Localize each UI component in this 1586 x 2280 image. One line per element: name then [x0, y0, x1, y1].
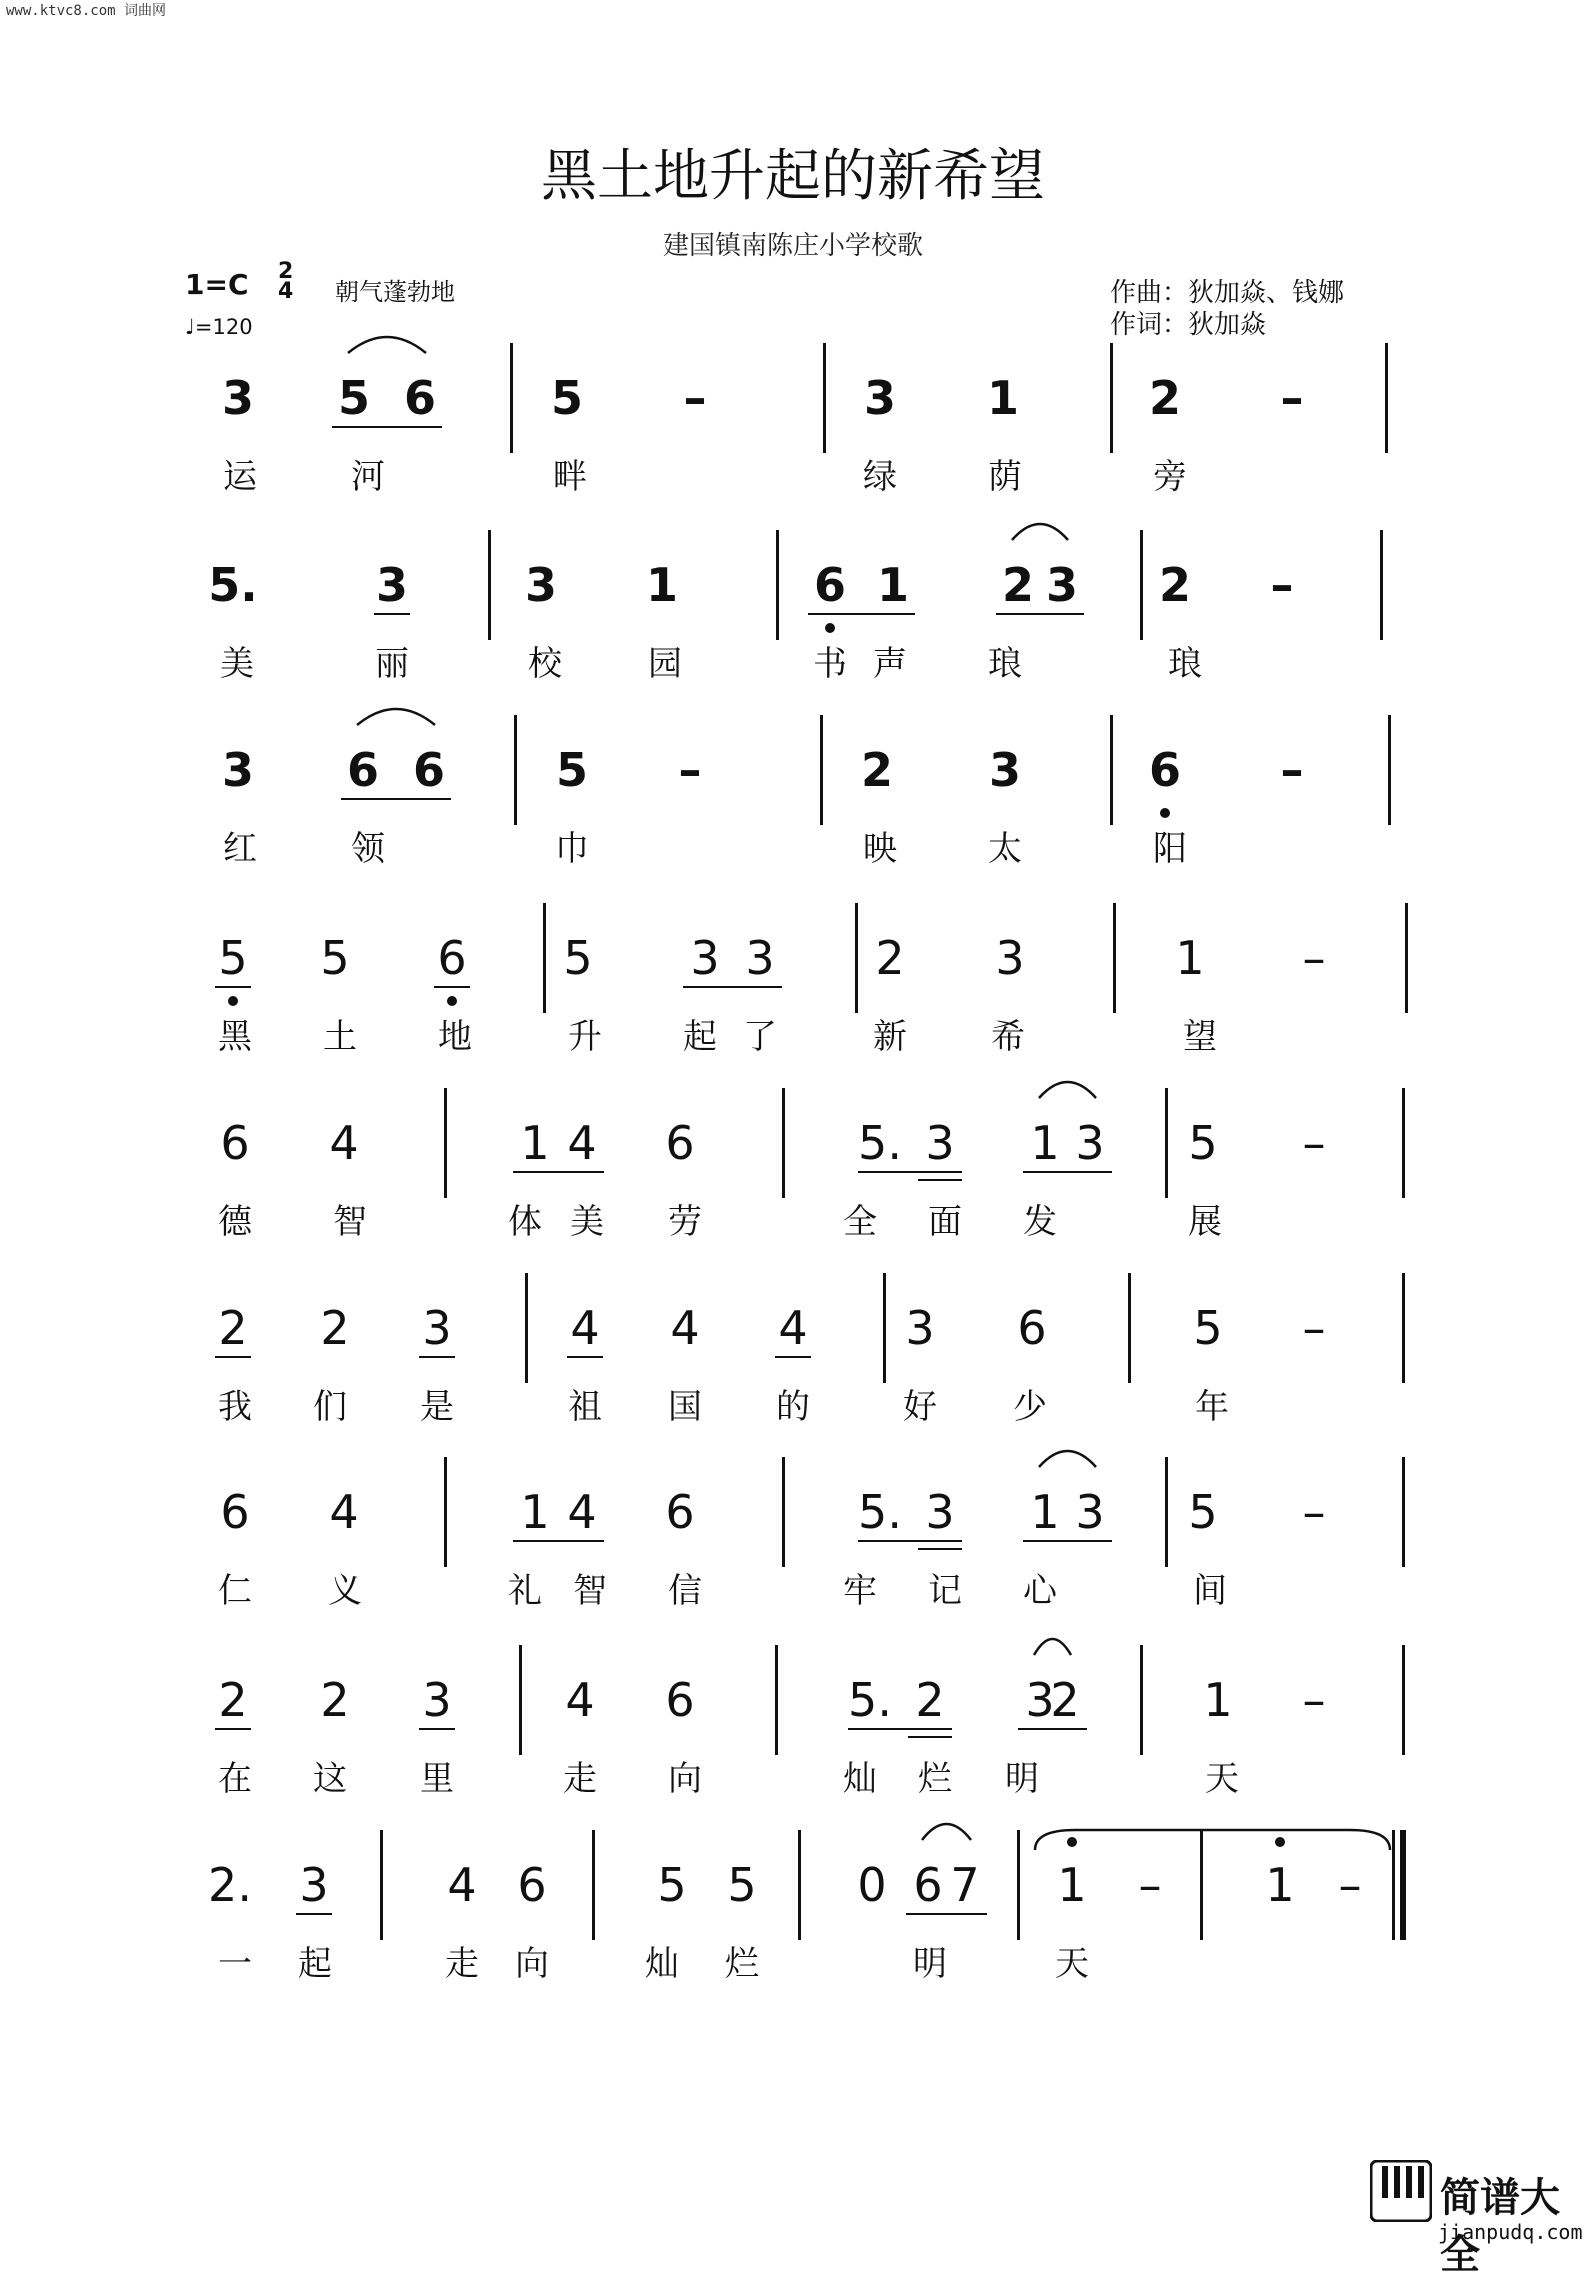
note: 4 — [670, 1301, 700, 1355]
beam-underline — [374, 613, 410, 615]
bar-line — [775, 1645, 778, 1755]
lyric-syllable: 河 — [351, 457, 385, 497]
note: 4 — [329, 1116, 359, 1170]
note: 4 — [329, 1485, 359, 1539]
note: 2 — [320, 1673, 350, 1727]
note: 3 — [422, 1673, 452, 1727]
lyric-syllable: 我 — [218, 1387, 252, 1427]
note: – — [1138, 1858, 1162, 1912]
lyric-syllable: 灿 — [843, 1759, 877, 1799]
beam-underline — [215, 1356, 251, 1358]
lyric-syllable: 领 — [351, 829, 385, 869]
beam-underline — [513, 1171, 604, 1173]
final-bar-thin — [1392, 1830, 1395, 1940]
bar-line — [798, 1830, 801, 1940]
beam-underline — [1023, 1540, 1112, 1542]
bar-line — [525, 1273, 528, 1383]
note: 4 — [570, 1301, 600, 1355]
beam-underline — [215, 1728, 251, 1730]
note: 1 — [1175, 931, 1205, 985]
bar-line — [1110, 343, 1113, 453]
note: 5. — [848, 1673, 892, 1727]
note: 3 — [299, 1858, 329, 1912]
lyric-syllable: 新 — [873, 1017, 907, 1057]
lyric-syllable: 们 — [313, 1387, 347, 1427]
tie — [1035, 1830, 1390, 1850]
lyric-syllable: 烂 — [725, 1944, 759, 1984]
note: 5 — [550, 371, 584, 425]
lyric-syllable: 畔 — [553, 457, 587, 497]
note: 5 — [1188, 1485, 1218, 1539]
note: – — [1302, 1116, 1326, 1170]
note: 2 — [218, 1301, 248, 1355]
lyric-syllable: 智 — [573, 1571, 607, 1611]
lyric-syllable: 是 — [420, 1387, 454, 1427]
lyric-syllable: 在 — [218, 1759, 252, 1799]
beam-underline — [332, 426, 442, 428]
octave-dot-below — [228, 996, 238, 1006]
note: 6 — [437, 931, 467, 985]
note: 2 — [915, 1673, 945, 1727]
bar-line — [444, 1088, 447, 1198]
note: 3 — [925, 1485, 955, 1539]
note: 5. — [858, 1116, 902, 1170]
note: 1 — [876, 558, 910, 612]
lyric-syllable: 劳 — [668, 1202, 702, 1242]
beam-underline — [906, 1913, 987, 1915]
lyric-syllable: 绿 — [863, 457, 897, 497]
note: 3 — [1075, 1485, 1105, 1539]
note: 2 — [860, 743, 894, 797]
note: 3 — [863, 371, 897, 425]
lyric-syllable: 这 — [313, 1759, 347, 1799]
note: 2 — [320, 1301, 350, 1355]
note: – — [1302, 931, 1326, 985]
bar-line — [1128, 1273, 1131, 1383]
beam-underline — [775, 1356, 811, 1358]
note: – — [1270, 558, 1294, 612]
lyric-syllable: 明 — [913, 1944, 947, 1984]
note: 3 — [905, 1301, 935, 1355]
octave-dot-above — [1275, 1837, 1285, 1847]
time-signature-bottom: 4 — [278, 279, 294, 304]
note: 6 — [220, 1485, 250, 1539]
bar-line — [1405, 903, 1408, 1013]
note: 5. — [858, 1485, 902, 1539]
bar-line — [883, 1273, 886, 1383]
bar-line — [1140, 530, 1143, 640]
lyric-syllable: 运 — [223, 457, 257, 497]
lyric-syllable: 荫 — [988, 457, 1022, 497]
bar-line — [1165, 1457, 1168, 1567]
bar-line — [776, 530, 779, 640]
note: 3 — [221, 371, 255, 425]
beam-underline — [419, 1728, 455, 1730]
beam-underline — [808, 613, 915, 615]
song-title: 黑土地升起的新希望 — [541, 144, 1045, 207]
composer-credit: 作曲：狄加焱、钱娜 — [1110, 278, 1345, 308]
lyric-syllable: 好 — [903, 1387, 937, 1427]
tempo-marking: ♩=120 — [185, 315, 253, 339]
lyric-syllable: 礼 — [508, 1571, 542, 1611]
note: 3 — [995, 931, 1025, 985]
bar-line — [519, 1645, 522, 1755]
note: 2 — [1148, 371, 1182, 425]
octave-dot-below — [825, 623, 835, 633]
slur — [1039, 1082, 1096, 1098]
lyric-syllable: 体 — [508, 1202, 542, 1242]
note: 6 — [220, 1116, 250, 1170]
bar-line — [1402, 1088, 1405, 1198]
lyric-syllable: 向 — [668, 1759, 702, 1799]
note: 4 — [447, 1858, 477, 1912]
note: – — [683, 371, 707, 425]
octave-dot-below — [1160, 808, 1170, 818]
lyric-syllable: 心 — [1023, 1571, 1057, 1611]
lyric-syllable: 美 — [220, 644, 254, 684]
slur — [922, 1824, 971, 1840]
lyric-syllable: 少 — [1013, 1387, 1047, 1427]
lyric-syllable: 祖 — [568, 1387, 602, 1427]
note: 4 — [567, 1485, 597, 1539]
note: 2 — [1050, 1673, 1080, 1727]
note: 1 — [520, 1116, 550, 1170]
note: 6 — [403, 371, 437, 425]
lyric-syllable: 太 — [988, 829, 1022, 869]
bar-line — [592, 1830, 595, 1940]
note: 5 — [1188, 1116, 1218, 1170]
note: 3 — [221, 743, 255, 797]
lyric-syllable: 望 — [1183, 1017, 1217, 1057]
note: 1 — [1030, 1485, 1060, 1539]
lyric-syllable: 琅 — [1168, 644, 1202, 684]
lyric-syllable: 一 — [218, 1944, 252, 1984]
note: – — [1302, 1673, 1326, 1727]
note: 1 — [1030, 1116, 1060, 1170]
lyric-syllable: 灿 — [645, 1944, 679, 1984]
lyric-syllable: 巾 — [555, 829, 589, 869]
note: – — [1302, 1485, 1326, 1539]
slur — [1012, 524, 1068, 540]
beam-underline — [683, 986, 782, 988]
lyric-syllable: 间 — [1193, 1571, 1227, 1611]
bar-line — [1388, 715, 1391, 825]
lyric-syllable: 映 — [863, 829, 897, 869]
lyric-syllable: 天 — [1205, 1759, 1239, 1799]
note: – — [1302, 1301, 1326, 1355]
lyric-syllable: 土 — [323, 1017, 357, 1057]
watermark-url: www.ktvc8.com 词曲网 — [6, 3, 167, 19]
note: – — [1338, 1858, 1362, 1912]
note: 6 — [665, 1116, 695, 1170]
lyric-syllable: 升 — [568, 1017, 602, 1057]
note: 4 — [778, 1301, 808, 1355]
octave-dot-below — [447, 996, 457, 1006]
note: 4 — [567, 1116, 597, 1170]
beam-underline — [996, 613, 1084, 615]
time-signature-top: 2 — [278, 259, 294, 284]
note: 6 — [1017, 1301, 1047, 1355]
lyric-syllable: 起 — [683, 1017, 717, 1057]
note: 6 — [346, 743, 380, 797]
time-signature — [278, 259, 294, 304]
note: 5. — [208, 558, 258, 612]
bar-line — [380, 1830, 383, 1940]
note: 3 — [925, 1116, 955, 1170]
bar-line — [1402, 1645, 1405, 1755]
bar-line — [855, 903, 858, 1013]
note: 3 — [524, 558, 558, 612]
logo-text: 简谱大全 — [1440, 2175, 1560, 2278]
note: 3 — [375, 558, 409, 612]
beam-underline — [419, 1356, 455, 1358]
beam-underline — [1018, 1728, 1087, 1730]
note: 2 — [875, 931, 905, 985]
beam-underline — [513, 1540, 604, 1542]
song-subtitle: 建国镇南陈庄小学校歌 — [662, 231, 923, 261]
beam-underline — [215, 986, 251, 988]
lyric-syllable: 起 — [298, 1944, 332, 1984]
slur — [357, 709, 435, 725]
bar-line — [820, 715, 823, 825]
bar-line — [444, 1457, 447, 1567]
beam-underline — [1023, 1171, 1112, 1173]
bar-line — [823, 343, 826, 453]
note: 5 — [320, 931, 350, 985]
bar-line — [1017, 1830, 1020, 1940]
key-signature: 1=C — [185, 268, 249, 301]
lyricist-credit: 作词：狄加焱 — [1110, 310, 1267, 340]
beam-underline — [296, 1913, 332, 1915]
beam-underline — [434, 986, 470, 988]
note: 5 — [1193, 1301, 1223, 1355]
note: 5 — [563, 931, 593, 985]
lyric-syllable: 信 — [668, 1571, 702, 1611]
note: – — [1280, 743, 1304, 797]
lyric-syllable: 仁 — [218, 1571, 252, 1611]
lyric-syllable: 书 — [813, 644, 847, 684]
logo-url: jianpudq.com — [1438, 2220, 1583, 2244]
bar-line — [782, 1457, 785, 1567]
bar-line — [1380, 530, 1383, 640]
lyric-syllable: 走 — [445, 1944, 479, 1984]
lyric-syllable: 园 — [648, 644, 682, 684]
bar-line — [1140, 1645, 1143, 1755]
lyric-syllable: 向 — [515, 1944, 549, 1984]
note: 6 — [517, 1858, 547, 1912]
lyric-syllable: 牢 — [843, 1571, 877, 1611]
lyric-syllable: 丽 — [375, 644, 409, 684]
beam-underline — [908, 1736, 952, 1738]
lyric-syllable: 了 — [743, 1017, 777, 1057]
lyric-syllable: 面 — [928, 1202, 962, 1242]
lyric-syllable: 黑 — [218, 1017, 252, 1057]
note: 1 — [520, 1485, 550, 1539]
bar-line — [1165, 1088, 1168, 1198]
beam-underline — [848, 1728, 952, 1730]
note: 5 — [657, 1858, 687, 1912]
bar-line — [514, 715, 517, 825]
lyric-syllable: 记 — [928, 1571, 962, 1611]
note: 3 — [988, 743, 1022, 797]
lyric-syllable: 国 — [668, 1387, 702, 1427]
note: 3 — [745, 931, 775, 985]
bar-line — [1113, 903, 1116, 1013]
note: 6 — [412, 743, 446, 797]
site-logo — [1370, 2160, 1586, 2278]
note: 6 — [665, 1673, 695, 1727]
piano-icon — [1370, 2160, 1432, 2222]
bar-line — [1385, 343, 1388, 453]
lyric-syllable: 发 — [1023, 1202, 1057, 1242]
bar-line — [510, 343, 513, 453]
beam-underline — [918, 1548, 962, 1550]
octave-dot-above — [1067, 1837, 1077, 1847]
beam-underline — [858, 1540, 962, 1542]
note: 1 — [1057, 1858, 1087, 1912]
note: 5 — [337, 371, 371, 425]
note: 6 — [913, 1858, 943, 1912]
bar-line — [1402, 1457, 1405, 1567]
final-bar-thick — [1400, 1830, 1406, 1940]
note: 4 — [565, 1673, 595, 1727]
lyric-syllable: 明 — [1005, 1759, 1039, 1799]
lyric-syllable: 年 — [1195, 1387, 1229, 1427]
slur — [348, 337, 426, 353]
lyric-syllable: 美 — [570, 1202, 604, 1242]
note: 1 — [1203, 1673, 1233, 1727]
note: 2. — [208, 1858, 252, 1912]
slur — [1039, 1451, 1096, 1467]
note: 1 — [1265, 1858, 1295, 1912]
note: 3 — [1025, 1673, 1055, 1727]
lyric-syllable: 红 — [223, 829, 257, 869]
note: 1 — [986, 371, 1020, 425]
note: 6 — [1148, 743, 1182, 797]
note: 2 — [1001, 558, 1035, 612]
note: 3 — [422, 1301, 452, 1355]
lyric-syllable: 德 — [218, 1202, 252, 1242]
lyric-syllable: 智 — [333, 1202, 367, 1242]
lyric-syllable: 义 — [328, 1571, 362, 1611]
beam-underline — [918, 1179, 962, 1181]
lyric-syllable: 展 — [1188, 1202, 1222, 1242]
lyric-syllable: 声 — [873, 644, 907, 684]
lyric-syllable: 琅 — [988, 644, 1022, 684]
note: 6 — [665, 1485, 695, 1539]
lyric-syllable: 地 — [438, 1017, 472, 1057]
bar-line — [782, 1088, 785, 1198]
lyric-syllable: 希 — [991, 1017, 1025, 1057]
note: – — [678, 743, 702, 797]
bar-line — [488, 530, 491, 640]
lyric-syllable: 校 — [528, 644, 562, 684]
lyric-syllable: 阳 — [1153, 829, 1187, 869]
bar-line — [1200, 1830, 1203, 1940]
lyric-syllable: 天 — [1055, 1944, 1089, 1984]
note: – — [1280, 371, 1304, 425]
lyric-syllable: 旁 — [1153, 457, 1187, 497]
note: 2 — [1158, 558, 1192, 612]
note: 3 — [1045, 558, 1079, 612]
note: 0 — [857, 1858, 887, 1912]
lyric-syllable: 里 — [420, 1759, 454, 1799]
lyric-syllable: 烂 — [918, 1759, 952, 1799]
note: 6 — [813, 558, 847, 612]
note: 3 — [1075, 1116, 1105, 1170]
beam-underline — [567, 1356, 603, 1358]
note: 1 — [645, 558, 679, 612]
note: 5 — [727, 1858, 757, 1912]
lyric-syllable: 的 — [776, 1387, 810, 1427]
note: 5 — [555, 743, 589, 797]
lyric-syllable: 走 — [563, 1759, 597, 1799]
bar-line — [1110, 715, 1113, 825]
lyric-syllable: 全 — [843, 1202, 877, 1242]
beam-underline — [341, 798, 451, 800]
expression-marking: 朝气蓬勃地 — [335, 278, 455, 306]
note: 2 — [218, 1673, 248, 1727]
bar-line — [543, 903, 546, 1013]
note: 3 — [690, 931, 720, 985]
note: 7 — [950, 1858, 980, 1912]
beam-underline — [858, 1171, 962, 1173]
bar-line — [1402, 1273, 1405, 1383]
slur — [1034, 1639, 1071, 1655]
note: 5 — [218, 931, 248, 985]
